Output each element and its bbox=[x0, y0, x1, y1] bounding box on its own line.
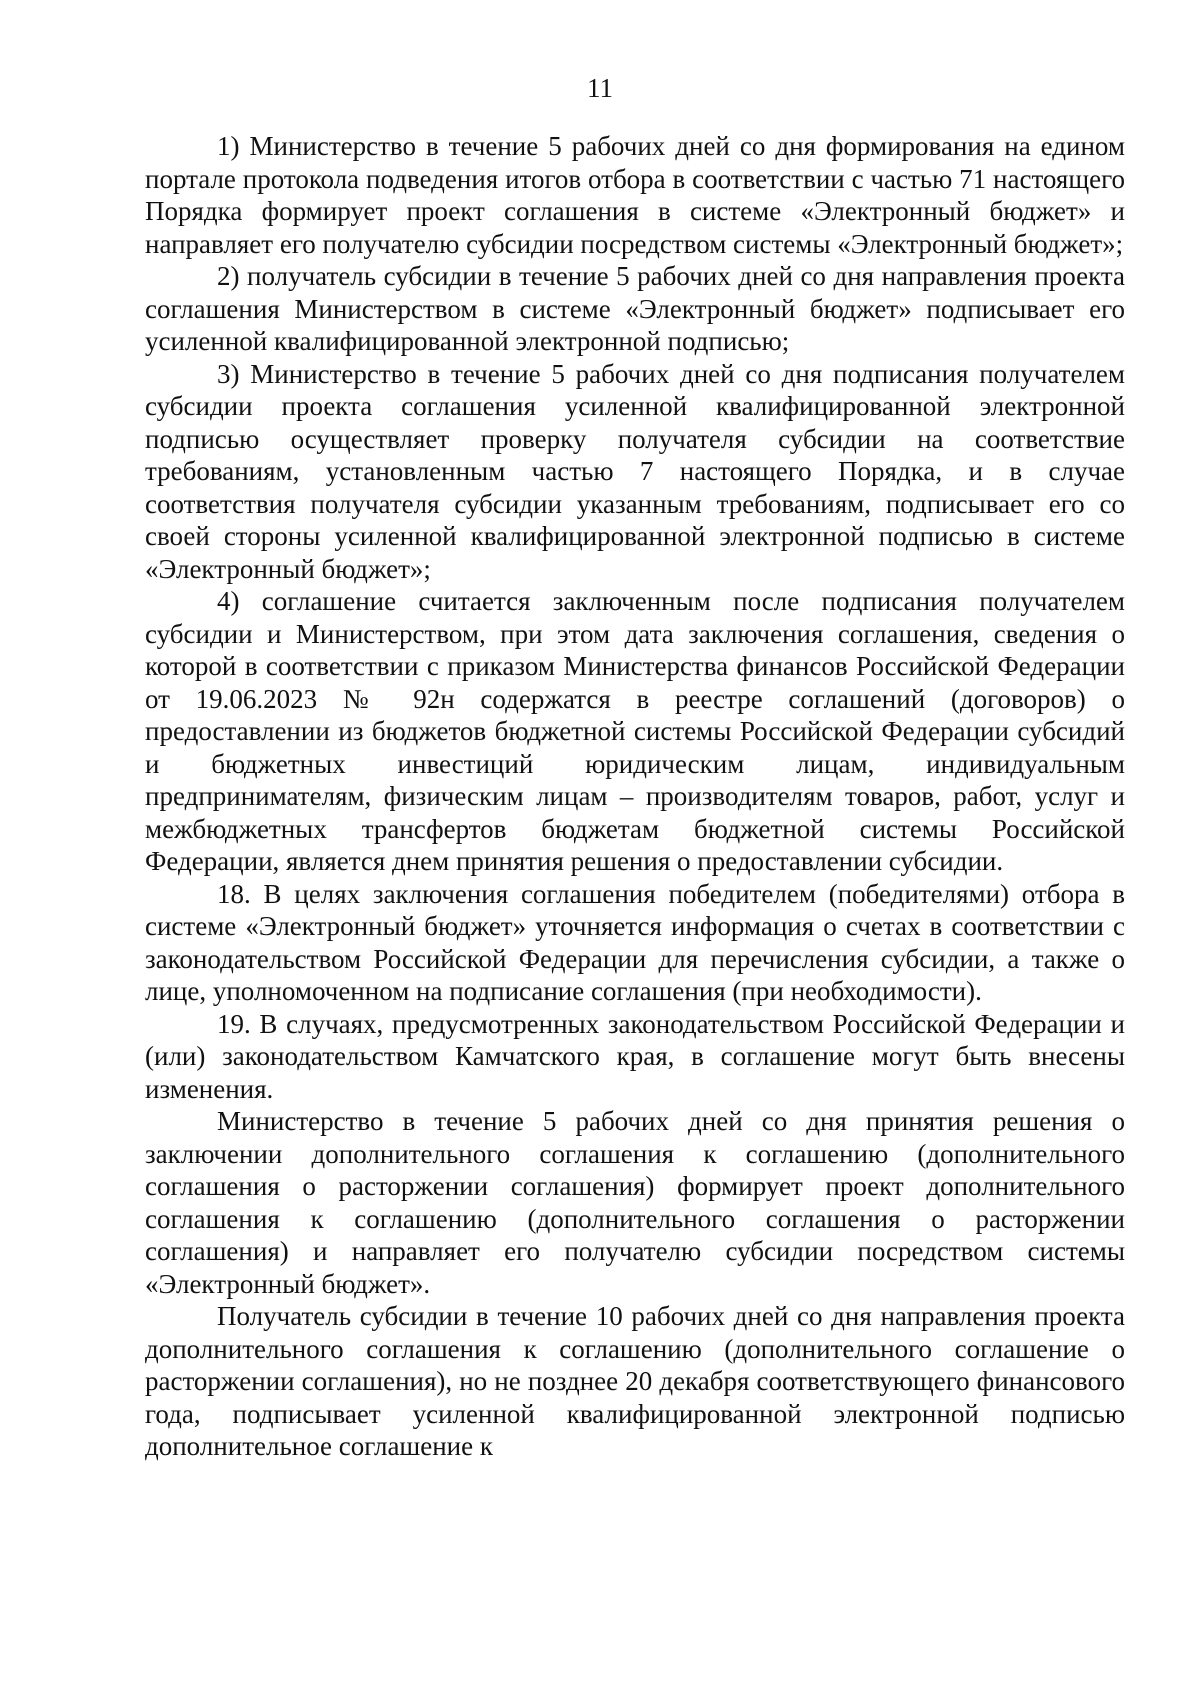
paragraph-ministry-amendment: Министерство в течение 5 рабочих дней со дня принятия решения о заключении дополнительного соглашения к соглашению (дополнительного соглашения о расторжении соглашения) формирует проект дополнительного соглашения к соглашению (дополнительного соглашения о расторжении соглашения) и направляет его получателю субсидии посредством системы «Электронный бюджет». bbox=[145, 1106, 1125, 1299]
paragraph-item-3: 3) Министерство в течение 5 рабочих дней со дня подписания получателем субсидии проекта соглашения усиленной квалифицированной электронной подписью осуществляет проверку получателя субсидии на соответствие требованиям, установленным частью 7 настоящего Порядка, и в случае соответствия получателя субсидии указанным требованиям, подписывает его со своей стороны усиленной квалифицированной электронной подписью в системе «Электронный бюджет»; bbox=[145, 358, 1125, 584]
paragraph-item-2: 2) получатель субсидии в течение 5 рабочих дней со дня направления проекта соглашения Министерством в системе «Электронный бюджет» подписывает его усиленной квалифицированной электронной подписью; bbox=[145, 261, 1125, 356]
paragraph-clause-19: 19. В случаях, предусмотренных законодательством Российской Федерации и (или) законодательством Камчатского края, в соглашение могут быть внесены изменения. bbox=[145, 1008, 1125, 1104]
paragraph-item-1: 1) Министерство в течение 5 рабочих дней со дня формирования на едином портале протокола подведения итогов отбора в соответствии с частью 71 настоящего Порядка формирует проект соглашения в системе «Электронный бюджет» и направляет его получателю субсидии посредством системы «Электронный бюджет»; bbox=[145, 131, 1125, 259]
paragraph-recipient-signing: Получатель субсидии в течение 10 рабочих дней со дня направления проекта дополнительного соглашения к соглашению (дополнительного соглашение о расторжении соглашения), но не позднее 20 декабря соответствующего финансового года, подписывает усиленной квалифицированной электронной подписью дополнительное соглашение к bbox=[145, 1301, 1125, 1461]
paragraph-clause-18: 18. В целях заключения соглашения победителем (победителями) отбора в системе «Электронный бюджет» уточняется информация о счетах в соответствии с законодательством Российской Федерации для перечисления субсидии, а также о лице, уполномоченном на подписание соглашения (при необходимости). bbox=[145, 878, 1125, 1006]
document-body bbox=[145, 130, 1125, 1463]
paragraph-item-4: 4) соглашение считается заключенным после подписания получателем субсидии и Министерством, при этом дата заключения соглашения, сведения о которой в соответствии с приказом Министерства финансов Российской Федерации от 19.06.2023 № 92н содержатся в реестре соглашений (договоров) о предоставлении из бюджетов бюджетной системы Российской Федерации субсидий и бюджетных инвестиций юридическим лицам, индивидуальным предпринимателям, физическим лицам – производителям товаров, работ, услуг и межбюджетных трансфертов бюджетам бюджетной системы Российской Федерации, является днем принятия решения о предоставлении субсидии. bbox=[145, 586, 1125, 876]
page-number: 11 bbox=[587, 73, 613, 103]
